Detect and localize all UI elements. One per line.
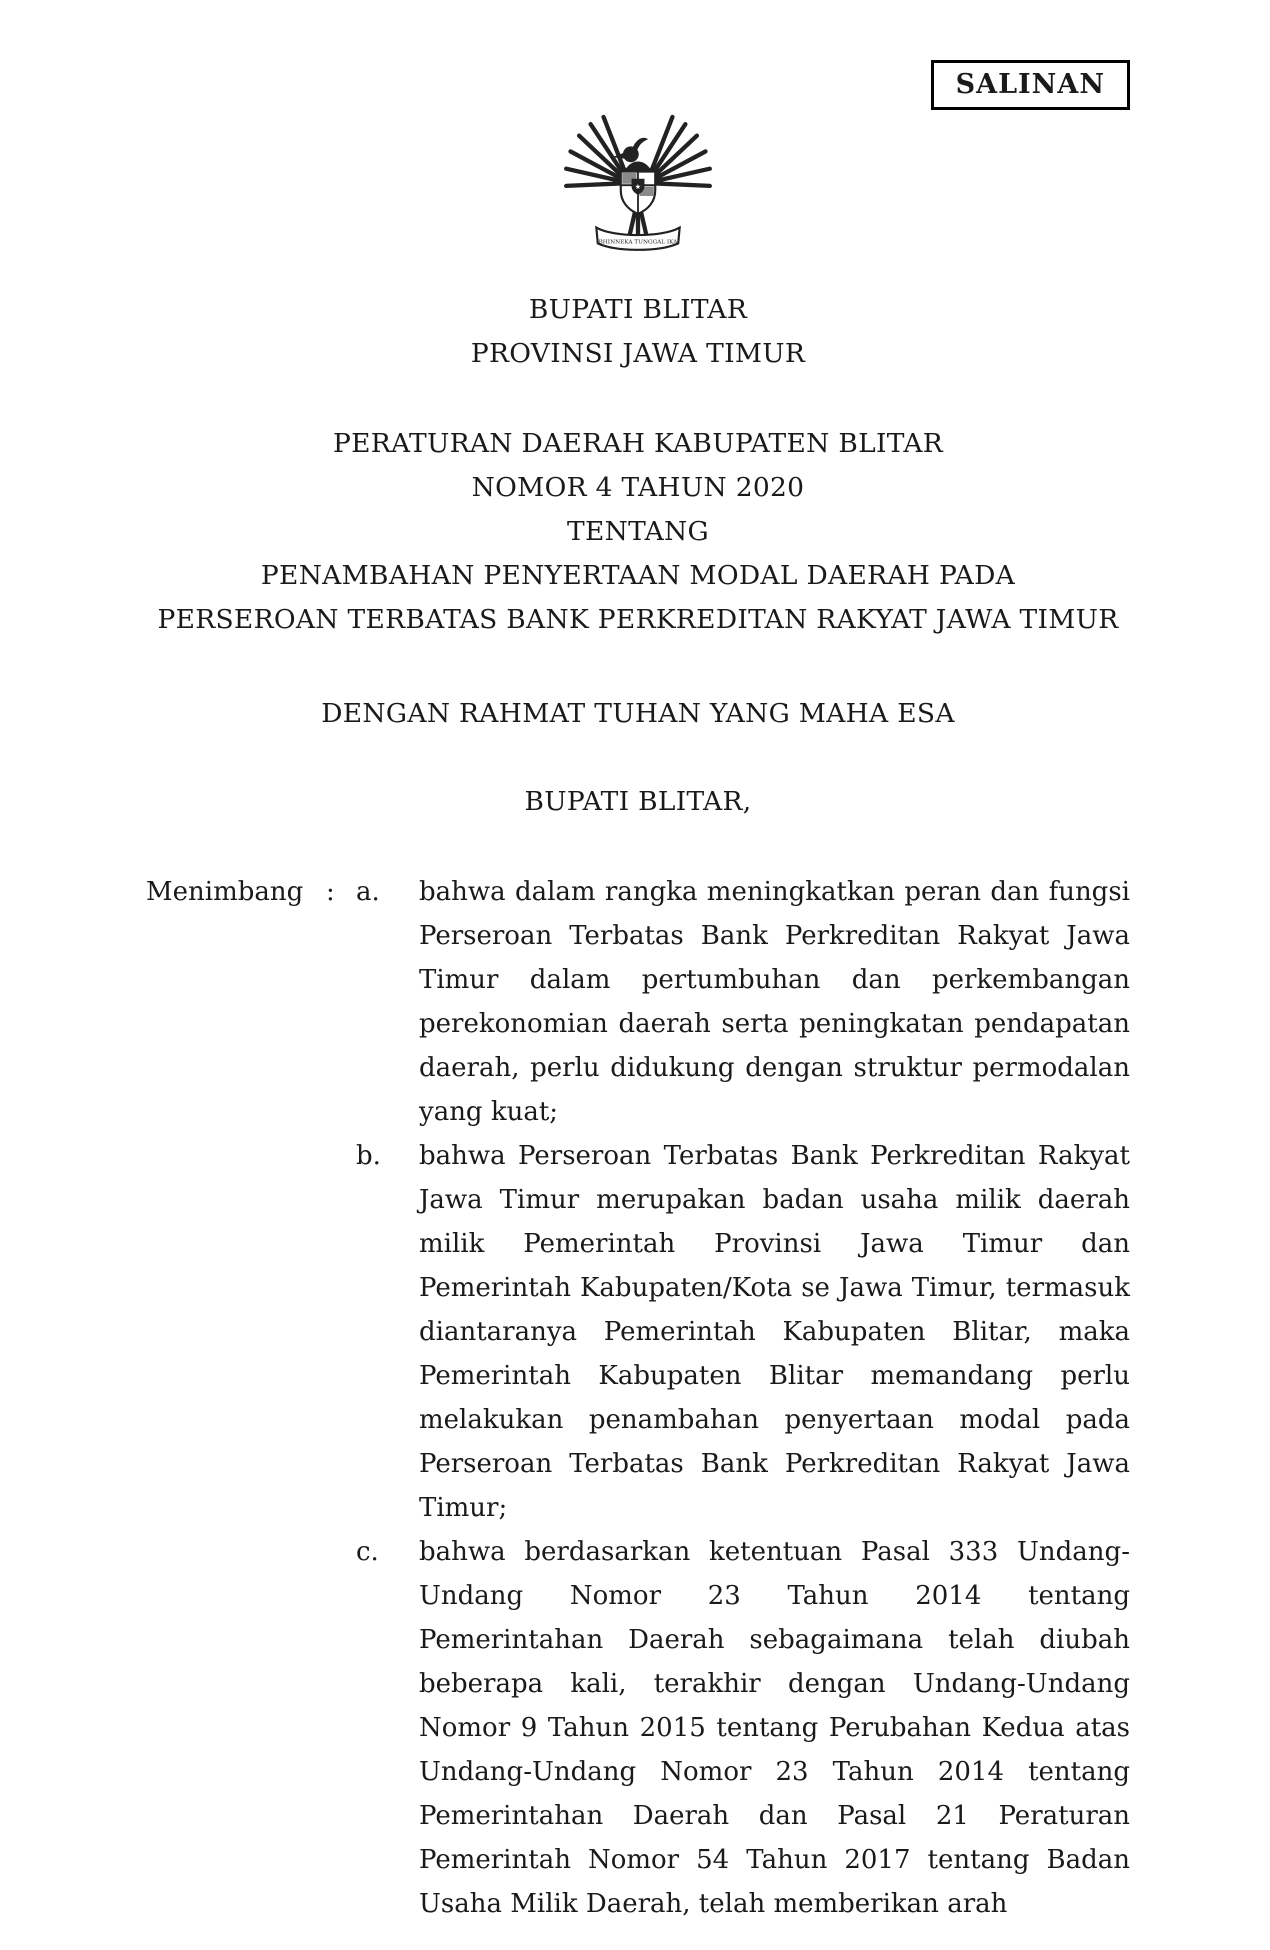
salinan-stamp: SALINAN bbox=[931, 60, 1130, 110]
considering-item-b bbox=[356, 1134, 1130, 1530]
title-line-number: NOMOR 4 TAHUN 2020 bbox=[471, 471, 805, 503]
issuer-header bbox=[146, 288, 1130, 376]
invocation-text: DENGAN RAHMAT TUHAN YANG MAHA ESA bbox=[321, 697, 955, 729]
item-text: bahwa Perseroan Terbatas Bank Perkreditan Rakyat Jawa Timur merupakan badan usaha milik daerah milik Pemerintah Provinsi Jawa Timur dan Pemerintah Kabupaten/Kota se Jawa Timur, termasuk diantaranya Pemerintah Kabupaten Blitar, maka Pemerintah Kabupaten Blitar memandang perlu melakukan penambahan penyertaan modal pada Perseroan Terbatas Bank Perkreditan Rakyat Jawa Timur; bbox=[419, 1140, 1130, 1523]
star-icon: ★ bbox=[634, 181, 642, 191]
authority-block bbox=[146, 780, 1130, 824]
regulation-title bbox=[146, 422, 1130, 642]
issuer-province: PROVINSI JAWA TIMUR bbox=[470, 337, 806, 369]
considering-item-a bbox=[356, 870, 1130, 1134]
stamp-row bbox=[146, 60, 1130, 110]
item-marker: a. bbox=[356, 876, 380, 907]
item-text: bahwa dalam rangka meningkatkan peran dan fungsi Perseroan Terbatas Bank Perkreditan Rakyat Jawa Timur dalam pertumbuhan dan perkembangan perekonomian daerah serta peningkatan pendapatan daerah, perlu didukung dengan struktur permodalan yang kuat; bbox=[419, 876, 1130, 1127]
title-line-subject-1: PENAMBAHAN PENYERTAAN MODAL DAERAH PADA bbox=[260, 559, 1016, 591]
considering-separator: : bbox=[326, 876, 335, 907]
garuda-pancasila-emblem bbox=[146, 114, 1130, 266]
considering-item-c bbox=[356, 1530, 1130, 1926]
enacting-authority: BUPATI BLITAR, bbox=[524, 785, 752, 817]
considering-items bbox=[356, 870, 1130, 1926]
item-marker: b. bbox=[356, 1140, 381, 1171]
considering-section bbox=[146, 870, 1130, 1926]
emblem-banner-text: BHINNEKA TUNGGAL IKA bbox=[598, 239, 678, 246]
title-line-regulation: PERATURAN DAERAH KABUPATEN BLITAR bbox=[332, 427, 944, 459]
invocation-block bbox=[146, 692, 1130, 736]
item-marker: c. bbox=[356, 1536, 379, 1567]
garuda-pancasila-icon bbox=[559, 114, 717, 265]
issuer-name: BUPATI BLITAR bbox=[528, 293, 748, 325]
title-line-tentang: TENTANG bbox=[566, 515, 710, 547]
considering-label: Menimbang bbox=[146, 876, 304, 907]
item-text: bahwa berdasarkan ketentuan Pasal 333 Undang-Undang Nomor 23 Tahun 2014 tentang Pemerintahan Daerah sebagaimana telah diubah beberapa kali, terakhir dengan Undang-Undang Nomor 9 Tahun 2015 tentang Perubahan Kedua atas Undang-Undang Nomor 23 Tahun 2014 tentang Pemerintahan Daerah dan Pasal 21 Peraturan Pemerintah Nomor 54 Tahun 2017 tentang Badan Usaha Milik Daerah, telah memberikan arah bbox=[419, 1536, 1130, 1919]
title-line-subject-2: PERSEROAN TERBATAS BANK PERKREDITAN RAKYAT JAWA TIMUR bbox=[157, 603, 1119, 635]
